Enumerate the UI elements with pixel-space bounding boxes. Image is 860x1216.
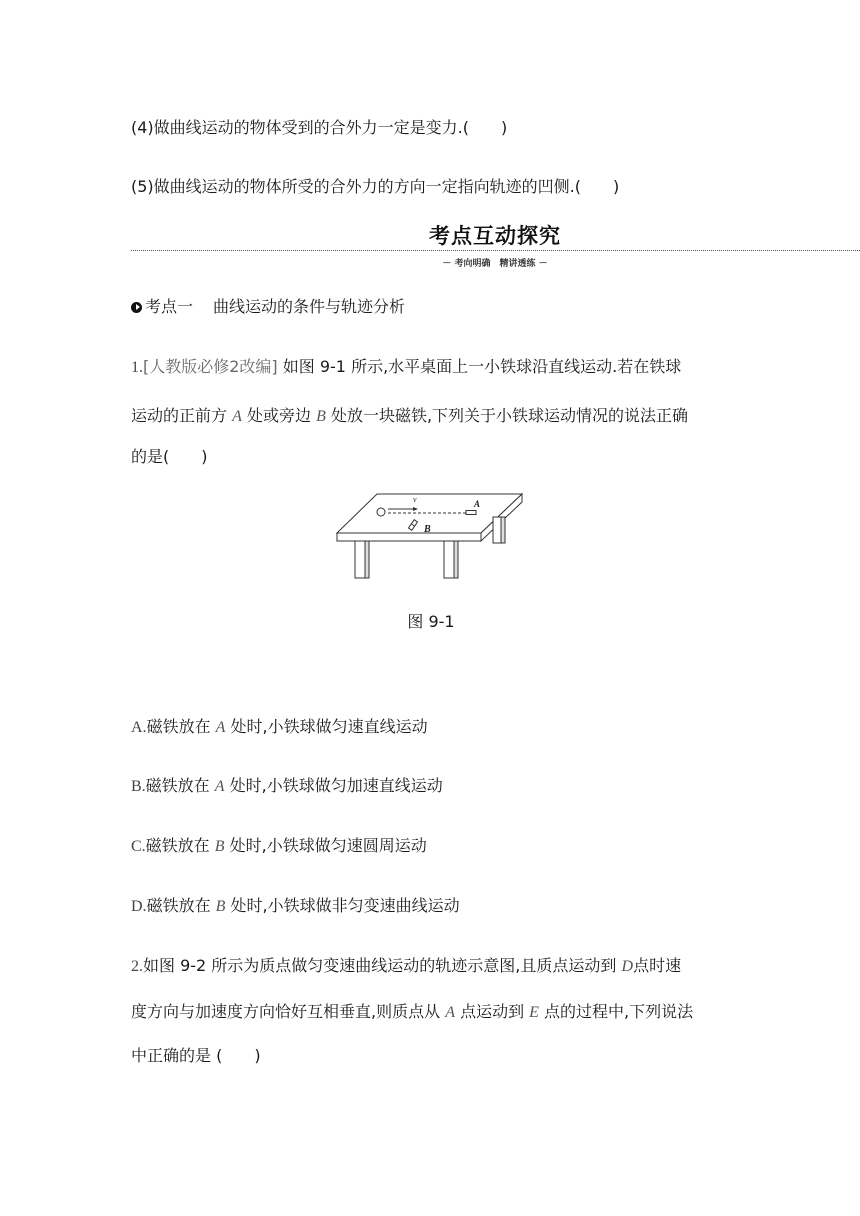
statement-4 [131, 118, 507, 138]
q1-stem-1: 如图 9-1 所示,水平桌面上一小铁球沿直线运动.若在铁球 [282, 357, 682, 376]
option-a-prefix: A. [131, 719, 147, 736]
option-b-text-1: 磁铁放在 [145, 776, 210, 795]
figure-caption: 图 9-1 [407, 612, 455, 631]
option-a[interactable] [131, 717, 428, 738]
q2-line-1 [131, 956, 681, 977]
figure-caption-wrap [0, 609, 860, 632]
q2-stem-3: 中正确的是 ( ) [131, 1046, 261, 1065]
q1-stem-2b: 处或旁边 [246, 406, 311, 425]
statement-5-text: (5)做曲线运动的物体所受的合外力的方向一定指向轨迹的凹侧. [131, 177, 575, 196]
table-front-edge [337, 533, 481, 541]
option-d[interactable] [131, 896, 460, 917]
statement-5 [131, 177, 619, 197]
q1-line-2 [131, 406, 688, 427]
q1-stem-2c: 处放一块磁铁,下列关于小铁球运动情况的说法正确 [330, 406, 689, 425]
label-v: v [413, 495, 417, 504]
q1-line-1 [131, 357, 681, 378]
option-a-var: A [215, 719, 226, 736]
option-a-text-1: 磁铁放在 [146, 717, 211, 736]
play-bullet-icon [131, 302, 142, 313]
q2-number: 2. [131, 958, 143, 975]
option-d-text-2: 处时,小铁球做非匀变速曲线运动 [230, 896, 460, 915]
option-c-prefix: C. [131, 838, 146, 855]
label-b: B [424, 524, 431, 535]
q1-stem-2a: 运动的正前方 [131, 406, 228, 425]
section-title: 考点互动探究 [429, 224, 561, 248]
q2-stem-2c: 点的过程中,下列说法 [544, 1002, 694, 1021]
figure-table-diagram [333, 489, 525, 583]
magnet-a [466, 511, 476, 515]
option-d-text-1: 磁铁放在 [146, 896, 211, 915]
section-divider [131, 250, 860, 251]
section-subtitle: － 考向明确 精讲透练 － [442, 259, 548, 269]
option-c[interactable] [131, 836, 427, 857]
option-b-var: A [214, 778, 225, 795]
topic-heading [131, 297, 405, 317]
option-b-text-2: 处时,小铁球做匀加速直线运动 [229, 776, 443, 795]
option-a-text-2: 处时,小铁球做匀速直线运动 [230, 717, 428, 736]
statement-4-text: (4)做曲线运动的物体受到的合外力一定是变力. [131, 118, 463, 137]
var-b: B [316, 408, 326, 425]
q2-stem-1a: 如图 9-2 所示为质点做匀变速曲线运动的轨迹示意图,且质点运动到 [143, 956, 617, 975]
var-e: E [529, 1004, 539, 1021]
label-a: A [474, 499, 481, 509]
topic-title: 曲线运动的条件与轨迹分析 [213, 297, 406, 316]
section-subtitle-wrap [0, 256, 860, 269]
q1-number: 1. [131, 359, 143, 376]
option-c-text-2: 处时,小铁球做匀速圆周运动 [229, 836, 427, 855]
q2-stem-1b: 点时速 [633, 956, 682, 975]
option-b[interactable] [131, 776, 443, 797]
option-c-text-1: 磁铁放在 [145, 836, 210, 855]
statement-5-blank: ( ) [574, 177, 620, 196]
section-heading [0, 220, 860, 250]
option-d-var: B [215, 898, 226, 915]
iron-ball [377, 508, 385, 516]
var-a: A [232, 408, 242, 425]
option-b-prefix: B. [131, 778, 146, 795]
statement-4-blank: ( ) [462, 118, 508, 137]
option-c-var: B [214, 838, 225, 855]
q1-stem-3: 的是( ) [131, 447, 208, 466]
q2-stem-2b: 点运动到 [460, 1002, 525, 1021]
q1-source: [人教版必修2改编] [143, 357, 278, 376]
q2-line-2 [131, 1002, 693, 1023]
option-d-prefix: D. [131, 898, 147, 915]
q2-var-a: A [445, 1004, 455, 1021]
q2-stem-2a: 度方向与加速度方向恰好互相垂直,则质点从 [131, 1002, 441, 1021]
topic-label: 考点一 [145, 297, 194, 316]
var-d: D [621, 958, 634, 975]
q2-line-3 [131, 1046, 261, 1066]
q1-line-3 [131, 447, 208, 467]
